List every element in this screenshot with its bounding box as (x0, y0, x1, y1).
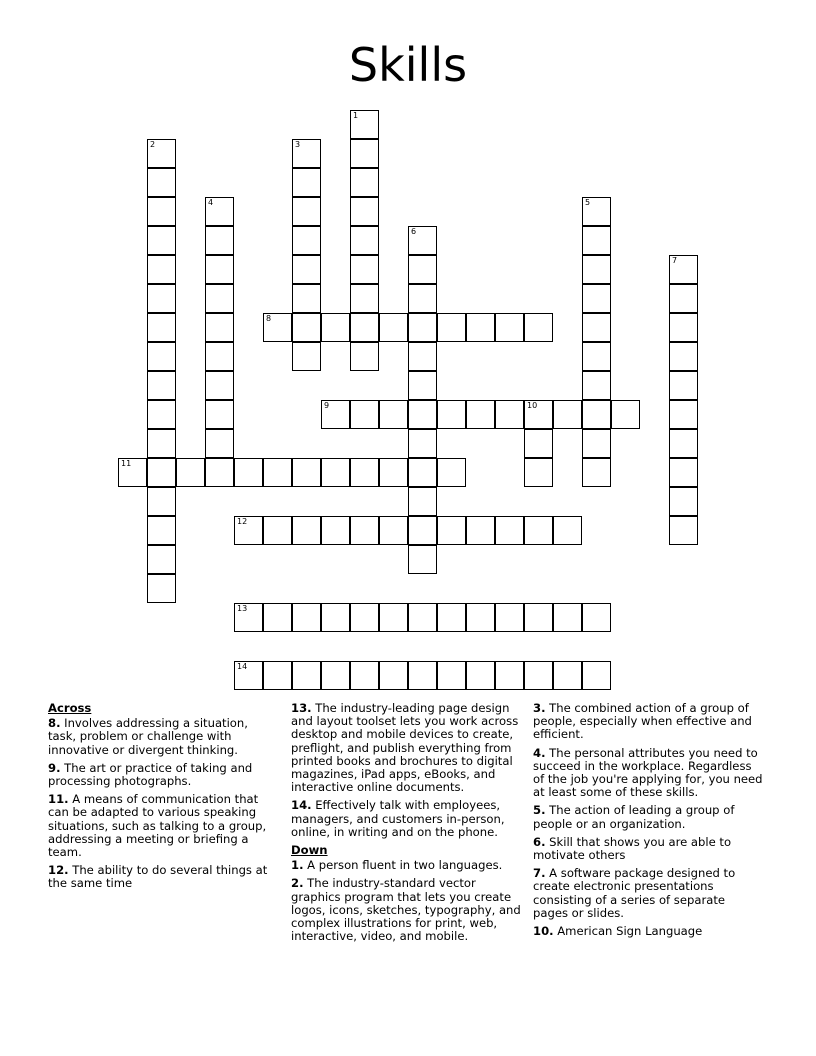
down-clue-list (291, 859, 521, 943)
grid-cell[interactable] (350, 168, 379, 197)
grid-cell[interactable] (524, 458, 553, 487)
clue-number-label: 9 (324, 401, 330, 410)
down-clue-list-continued (533, 702, 763, 938)
clue-number-label: 13 (237, 604, 248, 613)
down-heading: Down (291, 843, 328, 858)
grid-cell[interactable] (350, 226, 379, 255)
grid-cell[interactable] (263, 458, 292, 487)
clue-text: Effectively talk with employees, managers, and customers in-person, online, in writing and on the phone. (291, 798, 505, 839)
clue-number: 7. (533, 866, 546, 881)
grid-cell[interactable] (408, 342, 437, 371)
clue-number-label: 7 (672, 256, 678, 265)
clue-number: 14. (291, 798, 312, 813)
grid-cell[interactable] (234, 661, 263, 690)
across-heading: Across (48, 701, 92, 715)
grid-cell[interactable] (408, 603, 437, 632)
grid-cell[interactable] (234, 603, 263, 632)
grid-cell[interactable] (582, 371, 611, 400)
clue-text: The industry-standard vector graphics program that lets you create logos, icons, sketches, typography, and complex illustrations for print, web, interactive, video, and mobile. (291, 876, 521, 944)
clue-item (533, 925, 763, 938)
grid-cell[interactable] (408, 429, 437, 458)
grid-cell[interactable] (553, 400, 582, 429)
clue-item (533, 836, 763, 862)
grid-cell[interactable] (553, 516, 582, 545)
grid-cell[interactable] (379, 458, 408, 487)
grid-cell[interactable] (350, 139, 379, 168)
grid-cell[interactable] (408, 371, 437, 400)
grid-cell[interactable] (437, 458, 466, 487)
grid-cell[interactable] (147, 400, 176, 429)
grid-cell[interactable] (524, 516, 553, 545)
grid-cell[interactable] (408, 226, 437, 255)
clue-item (533, 702, 763, 742)
grid-cell[interactable] (292, 284, 321, 313)
clue-number: 5. (533, 803, 546, 818)
grid-cell[interactable] (205, 458, 234, 487)
clue-number: 13. (291, 701, 312, 715)
clue-number-label: 6 (411, 227, 417, 236)
clue-number-label: 3 (295, 140, 301, 149)
grid-cell[interactable] (292, 603, 321, 632)
page-title: Skills (348, 38, 468, 92)
clue-text: The ability to do several things at the same time (48, 863, 268, 891)
clue-number-label: 5 (585, 198, 591, 207)
clue-text: The art or practice of taking and processing photographs. (48, 760, 253, 789)
grid-cell[interactable] (292, 255, 321, 284)
grid-cell[interactable] (292, 661, 321, 690)
grid-cell[interactable] (379, 516, 408, 545)
grid-cell[interactable] (437, 661, 466, 690)
grid-cell[interactable] (408, 313, 437, 342)
grid-cell[interactable] (292, 197, 321, 226)
grid-cell[interactable] (350, 603, 379, 632)
clue-text: The action of leading a group of people or an organization. (533, 803, 735, 831)
grid-cell[interactable] (408, 458, 437, 487)
grid-cell[interactable] (379, 313, 408, 342)
grid-cell[interactable] (147, 226, 176, 255)
grid-cell[interactable] (321, 603, 350, 632)
clue-item (533, 804, 763, 830)
grid-cell[interactable] (263, 313, 292, 342)
across-clue-list-continued (291, 702, 521, 839)
clue-number-label: 10 (527, 401, 538, 410)
grid-cell[interactable] (321, 313, 350, 342)
grid-cell[interactable] (408, 255, 437, 284)
clue-number-label: 4 (208, 198, 214, 207)
grid-cell[interactable] (147, 516, 176, 545)
grid-cell[interactable] (495, 400, 524, 429)
grid-cell[interactable] (147, 284, 176, 313)
grid-cell[interactable] (408, 516, 437, 545)
grid-cell[interactable] (582, 197, 611, 226)
grid-cell[interactable] (205, 226, 234, 255)
grid-cell[interactable] (524, 400, 553, 429)
grid-cell[interactable] (582, 255, 611, 284)
clue-text: The industry-leading page design and layout toolset lets you work across desktop and mobile devices to create, preflight, and publish everything from printed books and brochures to digital magazines, iPad apps, eBooks, and interactive online documents. (291, 701, 519, 795)
grid-cell[interactable] (408, 545, 437, 574)
grid-cell[interactable] (350, 284, 379, 313)
clue-number: 10. (533, 924, 554, 939)
clue-number: 2. (291, 876, 304, 891)
grid-cell[interactable] (147, 168, 176, 197)
grid-cell[interactable] (321, 661, 350, 690)
grid-cell[interactable] (466, 603, 495, 632)
grid-cell[interactable] (321, 516, 350, 545)
grid-cell[interactable] (669, 487, 698, 516)
grid-cell[interactable] (466, 313, 495, 342)
grid-cell[interactable] (292, 516, 321, 545)
grid-cell[interactable] (437, 516, 466, 545)
grid-cell[interactable] (495, 661, 524, 690)
grid-cell[interactable] (466, 661, 495, 690)
grid-cell[interactable] (408, 661, 437, 690)
clue-number-label: 12 (237, 517, 248, 526)
grid-cell[interactable] (263, 603, 292, 632)
grid-cell[interactable] (582, 429, 611, 458)
grid-cell[interactable] (147, 574, 176, 603)
grid-cell[interactable] (147, 458, 176, 487)
clue-number: 4. (533, 745, 546, 760)
grid-cell[interactable] (234, 458, 263, 487)
grid-cell[interactable] (205, 313, 234, 342)
clue-column-3 (533, 702, 763, 943)
clue-number-label: 1 (353, 111, 359, 120)
grid-cell[interactable] (292, 313, 321, 342)
across-clue-list (48, 717, 278, 890)
grid-cell[interactable] (524, 661, 553, 690)
grid-cell[interactable] (147, 342, 176, 371)
grid-cell[interactable] (582, 226, 611, 255)
clue-number-label: 8 (266, 314, 272, 323)
grid-cell[interactable] (292, 342, 321, 371)
clue-text: The combined action of a group of people, especially when effective and efficient. (533, 701, 752, 742)
grid-cell[interactable] (524, 313, 553, 342)
grid-cell[interactable] (263, 516, 292, 545)
grid-cell[interactable] (292, 168, 321, 197)
grid-cell[interactable] (350, 516, 379, 545)
clue-item (48, 762, 278, 788)
grid-cell[interactable] (350, 342, 379, 371)
grid-cell[interactable] (321, 400, 350, 429)
grid-cell[interactable] (292, 139, 321, 168)
clue-item (48, 864, 278, 890)
grid-cell[interactable] (495, 516, 524, 545)
grid-cell[interactable] (408, 487, 437, 516)
grid-cell[interactable] (466, 516, 495, 545)
grid-cell[interactable] (466, 400, 495, 429)
clue-number: 3. (533, 701, 546, 715)
grid-cell[interactable] (437, 603, 466, 632)
grid-cell[interactable] (350, 313, 379, 342)
grid-cell[interactable] (205, 400, 234, 429)
clue-text: A means of communication that can be adapted to various speaking situations, such as talking to a group, addressing a meeting or briefing a team. (48, 792, 267, 860)
grid-cell[interactable] (379, 661, 408, 690)
grid-cell[interactable] (408, 400, 437, 429)
grid-cell[interactable] (524, 429, 553, 458)
grid-cell[interactable] (350, 661, 379, 690)
grid-cell[interactable] (147, 197, 176, 226)
grid-cell[interactable] (292, 226, 321, 255)
grid-cell[interactable] (437, 313, 466, 342)
grid-cell[interactable] (669, 400, 698, 429)
grid-cell[interactable] (669, 342, 698, 371)
grid-cell[interactable] (147, 371, 176, 400)
grid-cell[interactable] (582, 400, 611, 429)
clue-text: American Sign Language (553, 924, 703, 939)
clue-number: 12. (48, 863, 69, 878)
grid-cell[interactable] (350, 110, 379, 139)
clue-number: 11. (48, 792, 69, 807)
grid-cell[interactable] (147, 429, 176, 458)
grid-cell[interactable] (669, 313, 698, 342)
clue-text: Skill that shows you are able to motivate others (533, 834, 732, 863)
grid-cell[interactable] (553, 603, 582, 632)
clue-column-2 (291, 702, 521, 948)
clue-item (291, 859, 521, 872)
grid-cell[interactable] (379, 603, 408, 632)
grid-cell[interactable] (205, 371, 234, 400)
clue-number-label: 2 (150, 140, 156, 149)
grid-cell[interactable] (350, 458, 379, 487)
grid-cell[interactable] (147, 545, 176, 574)
grid-cell[interactable] (582, 284, 611, 313)
clue-text: A software package designed to create electronic presentations consisting of a series of separate pages or slides. (533, 866, 736, 920)
clue-item (291, 799, 521, 839)
grid-cell[interactable] (292, 458, 321, 487)
clue-number: 1. (291, 858, 304, 873)
grid-cell[interactable] (263, 661, 292, 690)
grid-cell[interactable] (147, 255, 176, 284)
grid-cell[interactable] (669, 255, 698, 284)
clue-column-1 (48, 702, 278, 896)
grid-cell[interactable] (669, 516, 698, 545)
clue-number-label: 14 (237, 662, 248, 671)
clue-item (48, 717, 278, 757)
grid-cell[interactable] (176, 458, 205, 487)
clue-text: The personal attributes you need to succeed in the workplace. Regardless of the job you're applying for, you need at least some of these skills. (533, 745, 763, 800)
clue-number-label: 11 (121, 459, 132, 468)
grid-cell[interactable] (408, 284, 437, 313)
grid-cell[interactable] (582, 603, 611, 632)
grid-cell[interactable] (495, 313, 524, 342)
grid-cell[interactable] (234, 516, 263, 545)
grid-cell[interactable] (350, 255, 379, 284)
clue-number: 9. (48, 760, 61, 775)
grid-cell[interactable] (147, 139, 176, 168)
grid-cell[interactable] (350, 197, 379, 226)
clue-item (533, 867, 763, 920)
grid-cell[interactable] (582, 342, 611, 371)
clue-number: 8. (48, 716, 61, 731)
clue-number: 6. (533, 834, 546, 849)
clue-item (48, 793, 278, 859)
grid-cell[interactable] (205, 255, 234, 284)
grid-cell[interactable] (553, 661, 582, 690)
grid-cell[interactable] (669, 429, 698, 458)
grid-cell[interactable] (437, 400, 466, 429)
grid-cell[interactable] (147, 313, 176, 342)
clue-text: Involves addressing a situation, task, problem or challenge with innovative or divergent thinking. (48, 716, 248, 757)
grid-cell[interactable] (205, 342, 234, 371)
grid-cell[interactable] (582, 661, 611, 690)
clue-item (291, 877, 521, 943)
grid-cell[interactable] (524, 603, 553, 632)
grid-cell[interactable] (118, 458, 147, 487)
grid-cell[interactable] (205, 197, 234, 226)
grid-cell[interactable] (669, 371, 698, 400)
clue-text: A person fluent in two languages. (303, 858, 503, 873)
grid-cell[interactable] (379, 400, 408, 429)
grid-cell[interactable] (147, 487, 176, 516)
grid-cell[interactable] (669, 458, 698, 487)
grid-cell[interactable] (205, 429, 234, 458)
grid-cell[interactable] (582, 458, 611, 487)
grid-cell[interactable] (669, 284, 698, 313)
grid-cell[interactable] (350, 400, 379, 429)
grid-cell[interactable] (611, 400, 640, 429)
grid-cell[interactable] (321, 458, 350, 487)
clue-item (533, 747, 763, 800)
grid-cell[interactable] (495, 603, 524, 632)
grid-cell[interactable] (205, 284, 234, 313)
clue-item (291, 702, 521, 794)
grid-cell[interactable] (582, 313, 611, 342)
